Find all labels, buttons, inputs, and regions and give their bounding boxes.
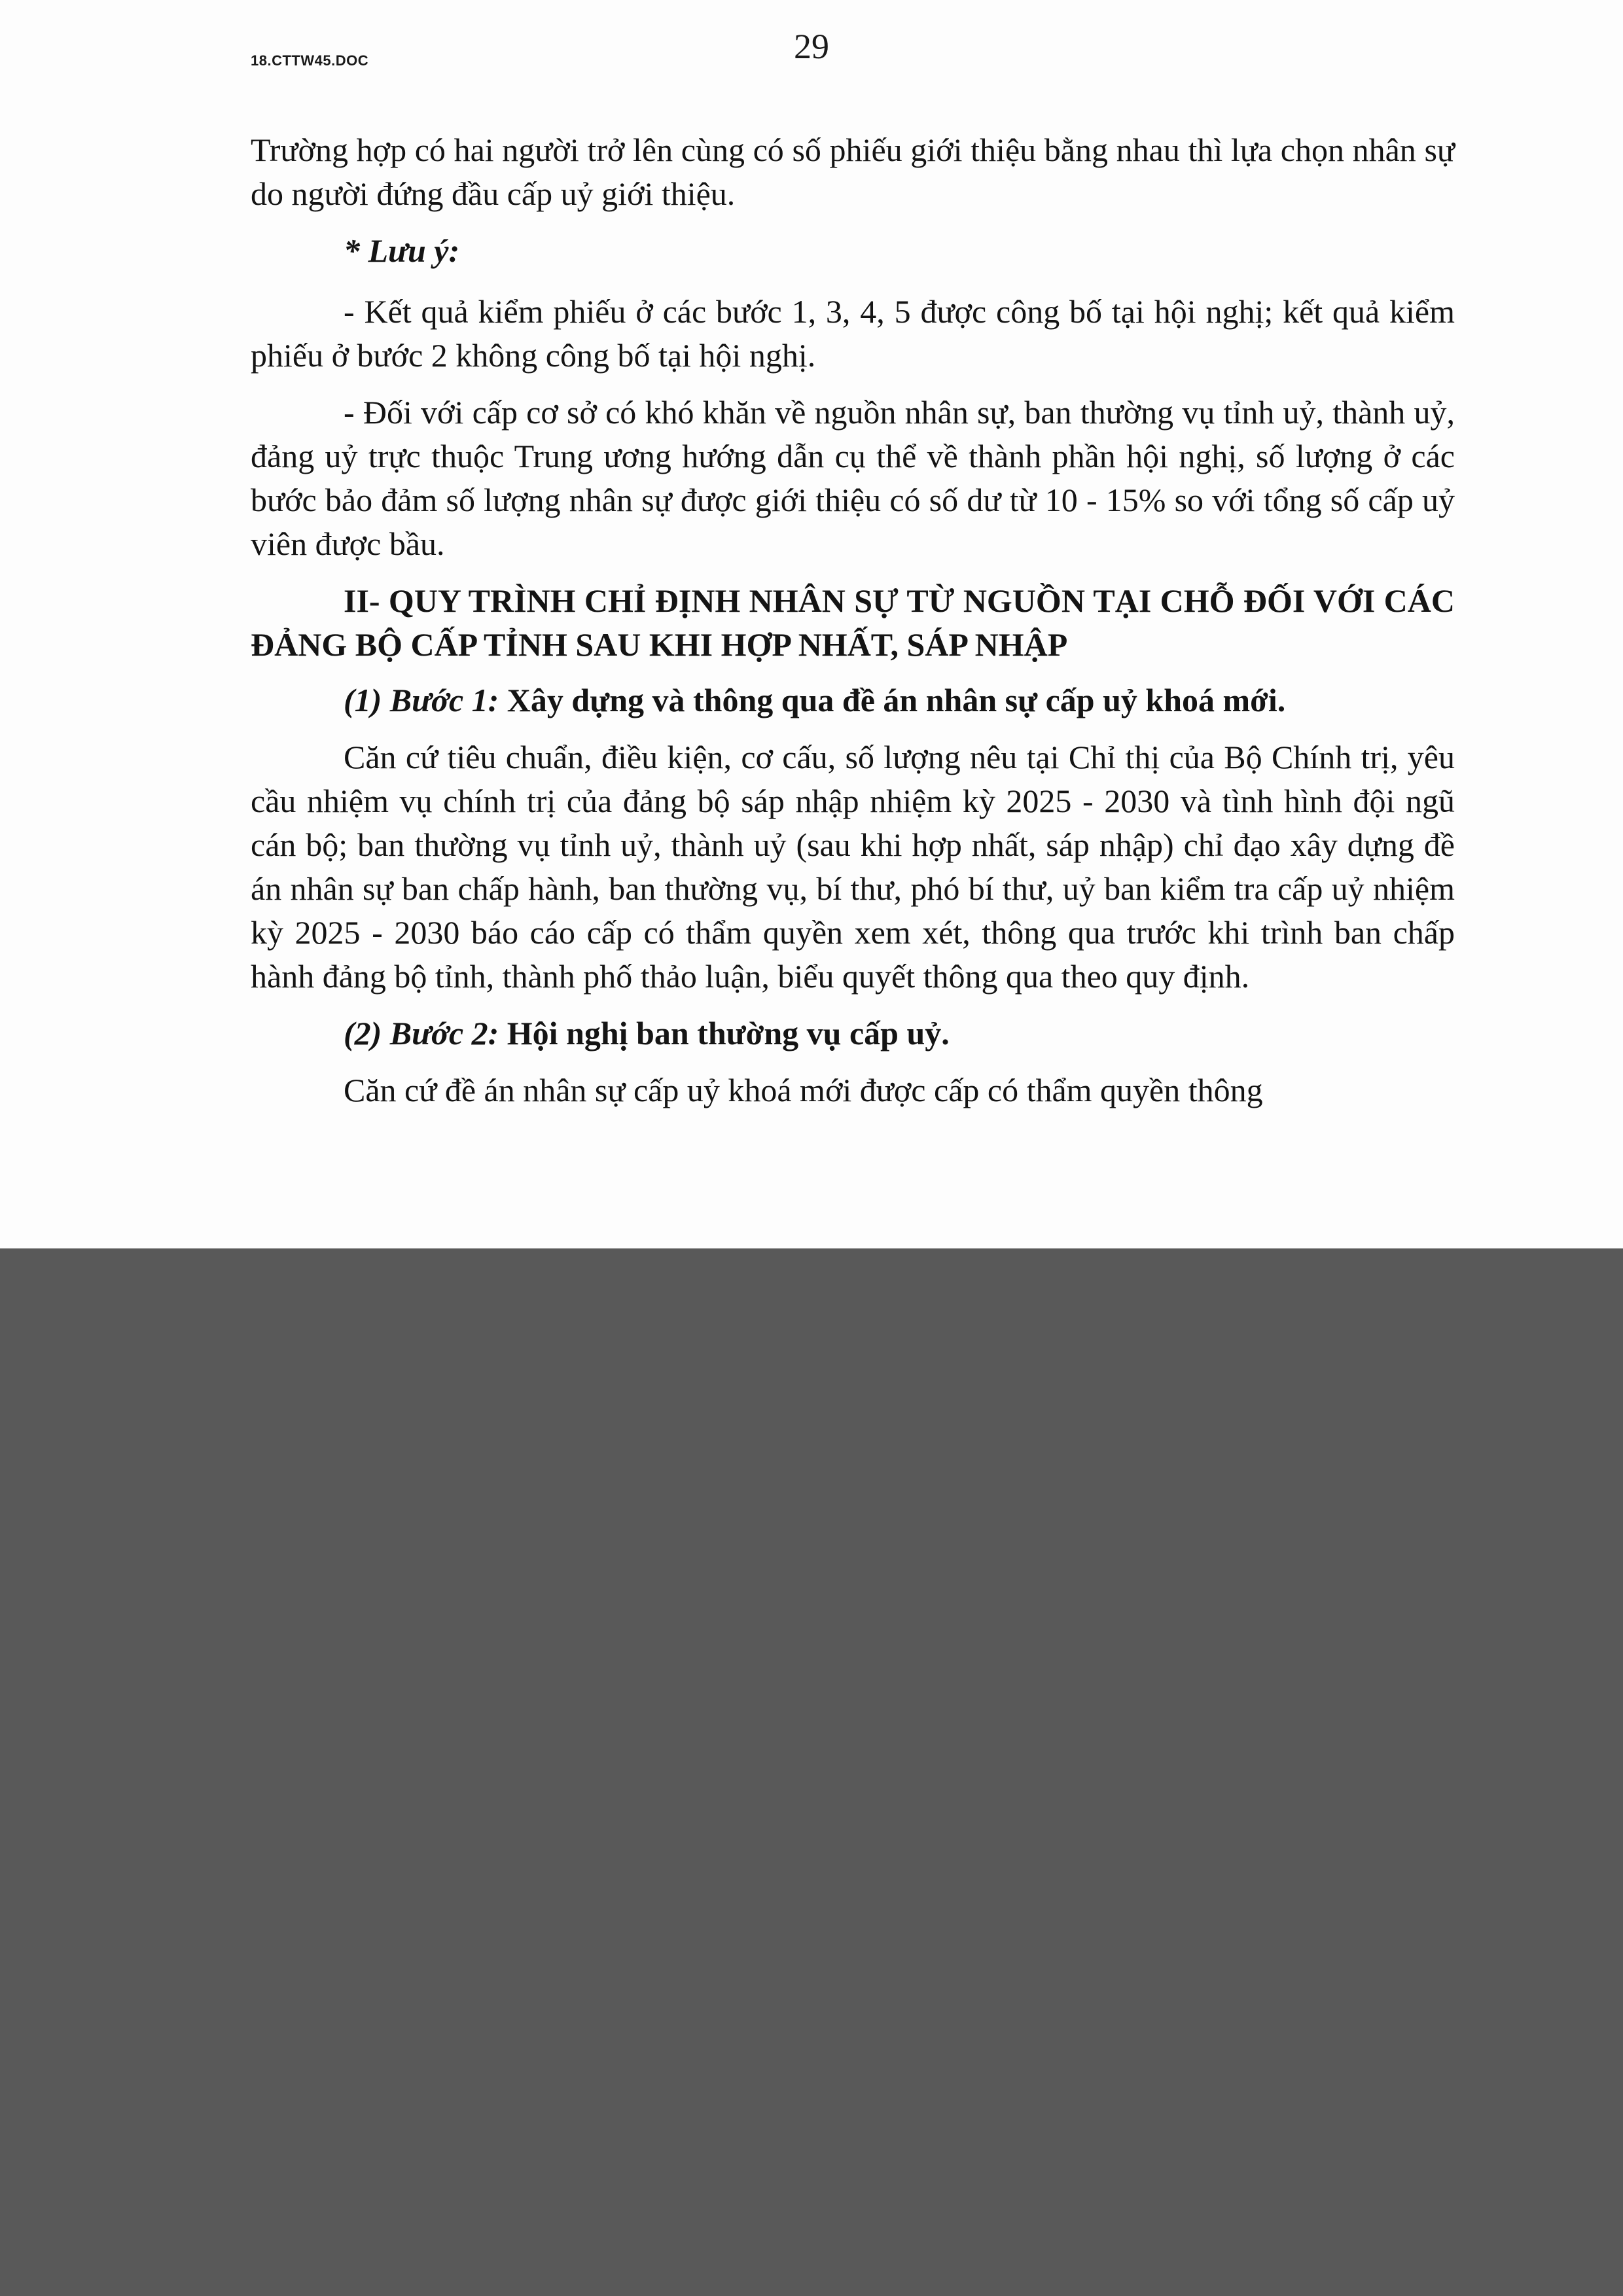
step-2-title: Hội nghị ban thường vụ cấp uỷ. (507, 1015, 950, 1051)
step-1-heading (251, 679, 1455, 722)
section-heading: II- QUY TRÌNH CHỈ ĐỊNH NHÂN SỰ TỪ NGUỒN TẠI CHỖ ĐỐI VỚI CÁC ĐẢNG BỘ CẤP TỈNH SAU KHI HỢP NHẤT, SÁP NHẬP (251, 582, 1455, 663)
note-title: * Lưu ý: (344, 232, 460, 269)
step-1-paragraph: Căn cứ tiêu chuẩn, điều kiện, cơ cấu, số lượng nêu tại Chỉ thị của Bộ Chính trị, yêu cầu nhiệm vụ chính trị của đảng bộ sáp nhập nhiệm kỳ 2025 - 2030 và tình hình đội ngũ cán bộ; ban thường vụ tỉnh uỷ, thành uỷ (sau khi hợp nhất, sáp nhập) chỉ đạo xây dựng đề án nhân sự ban chấp hành, ban thường vụ, bí thư, phó bí thư, uỷ ban kiểm tra cấp uỷ nhiệm kỳ 2025 - 2030 báo cáo cấp có thẩm quyền xem xét, thông qua trước khi trình ban chấp hành đảng bộ tỉnh, thành phố thảo luận, biểu quyết thông qua theo quy định. (251, 739, 1455, 995)
redaction-overlay (0, 1248, 1623, 2296)
note-paragraph-1: - Kết quả kiểm phiếu ở các bước 1, 3, 4, 5 được công bố tại hội nghị; kết quả kiểm phiếu ở bước 2 không công bố tại hội nghị. (251, 293, 1455, 374)
step-1-label: (1) Bước 1: (344, 682, 499, 718)
page-number: 29 (794, 27, 829, 66)
step-2-label: (2) Bước 2: (344, 1015, 499, 1051)
paragraph-continuation: Trường hợp có hai người trở lên cùng có số phiếu giới thiệu bằng nhau thì lựa chọn nhân sự do người đứng đầu cấp uỷ giới thiệu. (251, 132, 1455, 212)
document-body (251, 128, 1455, 1125)
step-2-heading (251, 1012, 1455, 1055)
document-code: 18.CTTW45.DOC (251, 52, 369, 69)
note-paragraph-2: - Đối với cấp cơ sở có khó khăn về nguồn nhân sự, ban thường vụ tỉnh uỷ, thành uỷ, đảng uỷ trực thuộc Trung ương hướng dẫn cụ thể về thành phần hội nghị, số lượng ở các bước bảo đảm số lượng nhân sự được giới thiệu có số dư từ 10 - 15% so với tổng số cấp uỷ viên được bầu. (251, 394, 1455, 562)
step-2-paragraph: Căn cứ đề án nhân sự cấp uỷ khoá mới được cấp có thẩm quyền thông (344, 1072, 1263, 1108)
step-1-title: Xây dựng và thông qua đề án nhân sự cấp uỷ khoá mới. (507, 682, 1286, 718)
